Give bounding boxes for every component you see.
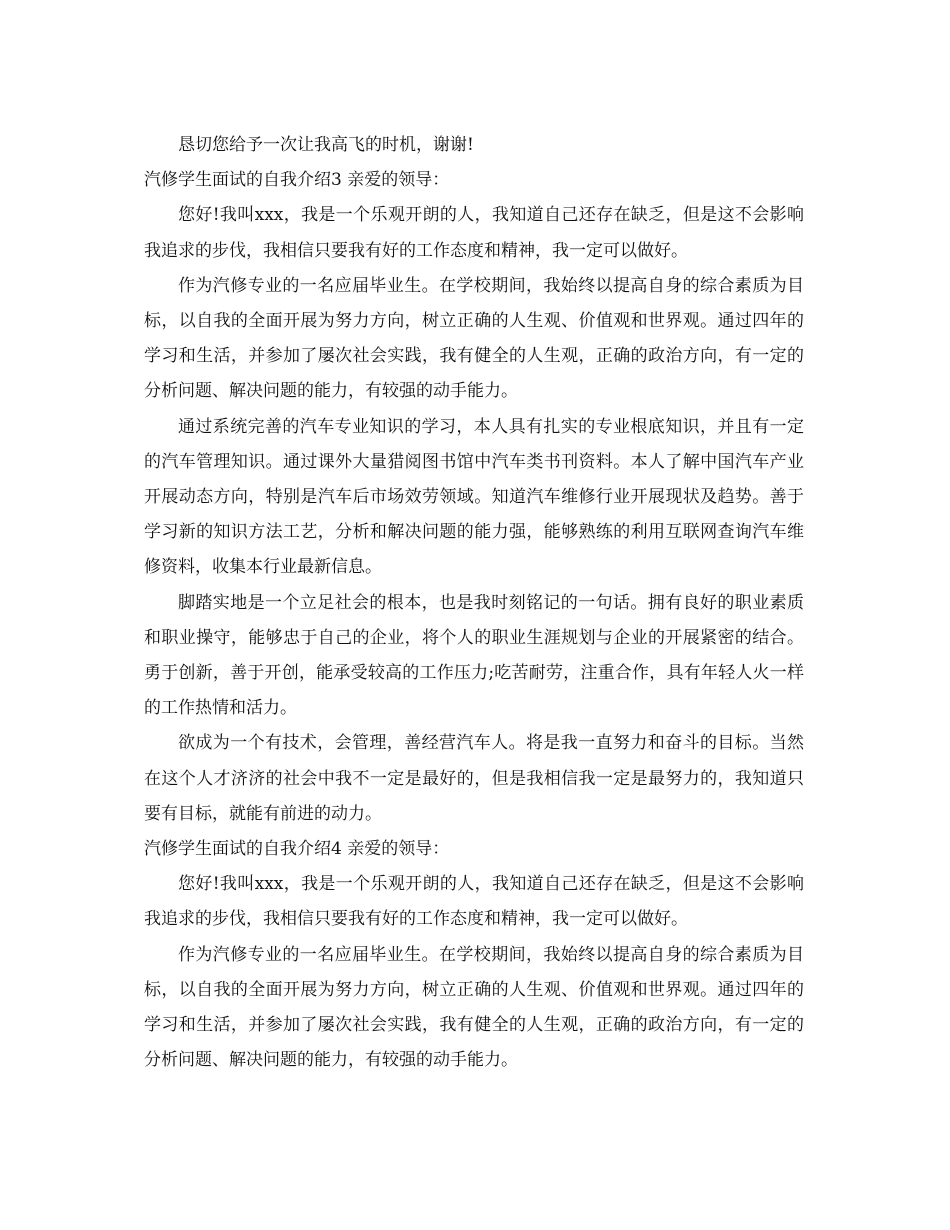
paragraph-knowledge: 通过系统完善的汽车专业知识的学习，本人具有扎实的专业根底知识，并且有一定的汽车管理知识。通过课外大量猎阅图书馆中汽车类书刊资料。本人了解中国汽车产业开展动态方向，特别是汽车后市场效劳领域。知道汽车维修行业开展现状及趋势。善于学习新的知识方法工艺，分析和解决问题的能力强，能够熟练的利用互联网查询汽车维修资料，收集本行业最新信息。	[144, 416, 804, 578]
paragraph-greeting: 您好!我叫xxx，我是一个乐观开朗的人，我知道自己还存在缺乏，但是这不会影响我追求的步伐，我相信只要我有好的工作态度和精神，我一定可以做好。	[144, 874, 804, 930]
closing-paragraph: 恳切您给予一次让我高飞的时机，谢谢!	[178, 135, 474, 155]
paragraph-education: 作为汽修专业的一名应届毕业生。在学校期间，我始终以提高自身的综合素质为目标，以自我的全面开展为努力方向，树立正确的人生观、价值观和世界观。通过四年的学习和生活，并参加了屡次社会实践，我有健全的人生观，正确的政治方向，有一定的分析问题、解决问题的能力，有较强的动手能力。	[144, 944, 804, 1071]
section-heading-4: 汽修学生面试的自我介绍4 亲爱的领导：	[144, 839, 450, 860]
document-body	[144, 128, 804, 1078]
paragraph-attitude: 脚踏实地是一个立足社会的根本，也是我时刻铭记的一句话。拥有良好的职业素质和职业操守，能够忠于自己的企业，将个人的职业生涯规划与企业的开展紧密的结合。勇于创新，善于开创，能承受较高的工作压力;吃苦耐劳，注重合作，具有年轻人火一样的工作热情和活力。	[144, 592, 804, 719]
section-heading-3: 汽修学生面试的自我介绍3 亲爱的领导：	[144, 170, 450, 191]
paragraph-greeting: 您好!我叫xxx，我是一个乐观开朗的人，我知道自己还存在缺乏，但是这不会影响我追求的步伐，我相信只要我有好的工作态度和精神，我一定可以做好。	[144, 205, 804, 261]
paragraph-education: 作为汽修专业的一名应届毕业生。在学校期间，我始终以提高自身的综合素质为目标，以自我的全面开展为努力方向，树立正确的人生观、价值观和世界观。通过四年的学习和生活，并参加了屡次社会实践，我有健全的人生观，正确的政治方向，有一定的分析问题、解决问题的能力，有较强的动手能力。	[144, 275, 804, 402]
paragraph-goal: 欲成为一个有技术，会管理，善经营汽车人。将是我一直努力和奋斗的目标。当然在这个人才济济的社会中我不一定是最好的，但是我相信我一定是最努力的，我知道只要有目标，就能有前进的动力。	[144, 733, 804, 824]
